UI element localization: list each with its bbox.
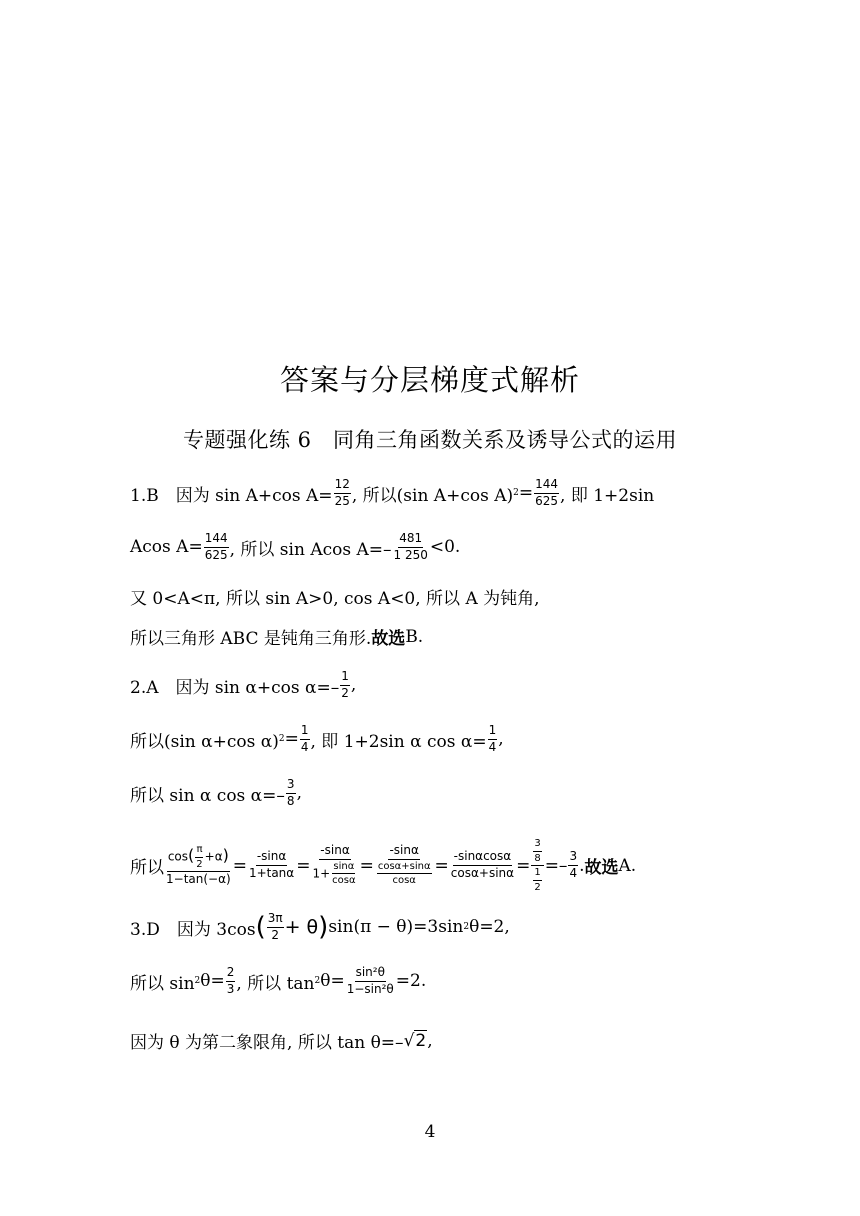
paren: )	[222, 845, 229, 865]
fraction-denominator	[531, 866, 543, 893]
fraction-denominator: 1 250	[393, 547, 428, 562]
fraction	[331, 861, 356, 887]
text-run: 又 0<A<π, 所以 sin A>0, cos A<0, 所以 A 为钝角,	[130, 589, 540, 609]
problem-3-line-3	[130, 1028, 433, 1053]
fraction-numerator: 144	[204, 532, 229, 548]
superscript: 2	[463, 922, 470, 933]
text-run: 3.D 因为 3cos	[130, 919, 256, 940]
paren: )	[318, 912, 329, 943]
fraction	[533, 838, 541, 864]
equals-sign: =	[296, 855, 311, 876]
fraction	[195, 844, 203, 870]
fraction-denominator: 3	[226, 981, 235, 996]
equals-sign: =	[516, 855, 531, 876]
fraction	[204, 532, 229, 563]
fraction	[375, 844, 434, 887]
fraction-numerator: 3	[533, 838, 541, 852]
fraction-denominator: 25	[334, 493, 350, 508]
text-run: 1+	[312, 866, 331, 881]
text-run: ,	[350, 675, 357, 696]
fraction-numerator: 1	[533, 867, 541, 881]
fraction	[393, 532, 429, 563]
fraction-numerator: -sinα	[388, 844, 419, 860]
problem-2-line-4	[130, 838, 636, 893]
text-run: =	[518, 483, 534, 504]
text-run: sin(π − θ)=3sin	[328, 917, 464, 938]
fraction	[340, 670, 350, 701]
text-run: θ=2,	[469, 917, 510, 938]
text-run: 所以	[130, 858, 164, 878]
text-run: 2.A 因为 sin α+cos α=–	[130, 677, 340, 698]
text-run: 所以三角形 ABC 是钝角三角形.	[130, 629, 372, 649]
fraction-numerator: -sinα	[256, 850, 287, 866]
problem-1-line-3	[130, 584, 540, 609]
text-run: 所以 sin	[130, 973, 195, 994]
fraction-denominator: cosα	[332, 875, 356, 887]
fraction-numerator	[167, 844, 230, 872]
text-run: , 即 1+2sin α cos α=	[310, 731, 487, 752]
fraction-numerator: 1	[488, 724, 498, 740]
fraction	[267, 912, 284, 943]
fraction-denominator: 1+tanα	[248, 866, 295, 880]
text-run: θ=	[320, 971, 345, 992]
text-run: =	[284, 729, 299, 750]
fraction	[334, 478, 351, 509]
section-subtitle: 专题强化练 6 同角三角函数关系及诱导公式的运用	[182, 428, 678, 452]
answer-label: 故选	[371, 629, 406, 649]
fraction-denominator: 8	[286, 793, 295, 808]
fraction-denominator: cosα	[392, 875, 416, 887]
text-run: 1.B 因为 sin A+cos A=	[130, 485, 333, 506]
text-run: A.	[618, 855, 637, 876]
text-run: ,	[296, 783, 302, 804]
paren: (	[188, 845, 195, 865]
fraction-numerator: sin²θ	[355, 966, 386, 982]
fraction-denominator: 4	[488, 739, 497, 754]
text-run: , 所以 tan	[236, 973, 315, 994]
fraction-denominator: cosα+sinα	[450, 866, 515, 880]
paren: (	[255, 912, 266, 943]
fraction-numerator: 1	[300, 724, 310, 740]
fraction-numerator: 3	[568, 850, 578, 866]
fraction	[533, 867, 541, 893]
problem-2-line-3	[130, 778, 302, 809]
text-run: 因为 θ 为第二象限角, 所以 tan θ=–	[130, 1033, 404, 1053]
fraction-numerator: 481	[398, 532, 423, 548]
fraction-numerator: 144	[534, 478, 559, 494]
superscript: 2	[278, 734, 285, 745]
text-run: +α	[204, 849, 223, 864]
fraction	[346, 966, 395, 997]
fraction	[568, 850, 578, 881]
text-run: + θ	[284, 916, 319, 939]
fraction-numerator: 2	[226, 966, 236, 982]
square-root	[404, 1031, 428, 1051]
superscript: 2	[314, 976, 321, 987]
text-run: cos	[167, 849, 189, 864]
fraction-denominator: 625	[204, 547, 228, 562]
problem-3-line-1	[130, 912, 510, 943]
text-run: =2.	[395, 971, 427, 992]
fraction-numerator	[531, 838, 543, 866]
page-number: 4	[424, 1122, 436, 1142]
fraction-denominator: 4	[569, 866, 578, 880]
fraction-denominator: 1−sin²θ	[346, 981, 394, 996]
text-run: θ=	[200, 971, 225, 992]
equals-sign: =	[232, 855, 247, 876]
radicand: 2	[415, 1030, 427, 1051]
problem-2-line-2	[130, 724, 504, 755]
fraction-denominator: 2	[271, 927, 279, 942]
fraction-denominator: 2	[341, 685, 349, 700]
fraction-denominator	[375, 860, 434, 887]
fraction-denominator	[311, 860, 358, 887]
text-run: , 所以 sin Acos A=–	[229, 539, 392, 560]
equals-sign: =	[434, 855, 449, 876]
text-run: =–	[544, 855, 568, 876]
page-title: 答案与分层梯度式解析	[279, 363, 580, 397]
fraction	[311, 844, 358, 887]
fraction	[450, 850, 515, 881]
equals-sign: =	[359, 855, 374, 876]
fraction-denominator: 4	[300, 739, 309, 754]
problem-3-line-2	[130, 966, 426, 997]
text-run: 所以(sin α+cos α)	[130, 731, 279, 752]
fraction-denominator: 8	[534, 852, 541, 864]
text-run: , 所以(sin A+cos A)	[351, 485, 514, 506]
fraction	[248, 850, 295, 881]
text-run: B.	[405, 626, 424, 647]
problem-2-line-1	[130, 670, 356, 701]
fraction-denominator: 2	[196, 858, 203, 870]
radical-sign: √	[403, 1030, 415, 1051]
fraction-numerator: sinα	[332, 861, 355, 875]
fraction-denominator: 2	[534, 881, 541, 893]
text-run: ,	[498, 729, 504, 750]
fraction-denominator: 625	[535, 493, 559, 508]
fraction-numerator: -sinα	[319, 844, 350, 860]
fraction-numerator: π	[195, 844, 203, 858]
fraction	[534, 478, 559, 509]
problem-1-line-4	[130, 624, 423, 649]
text-run: .	[579, 855, 585, 876]
fraction	[226, 966, 236, 997]
text-run: <0.	[429, 537, 461, 558]
text-run: Acos A=	[130, 537, 203, 558]
fraction-numerator: 3π	[267, 912, 284, 928]
fraction	[531, 838, 543, 893]
fraction-numerator: 12	[334, 478, 351, 494]
problem-1-line-2	[130, 532, 460, 563]
text-run: , 即 1+2sin	[560, 485, 655, 506]
text-run: ,	[427, 1030, 433, 1051]
fraction-numerator: 3	[286, 778, 296, 794]
fraction	[300, 724, 310, 755]
fraction	[286, 778, 296, 809]
fraction-numerator: 1	[340, 670, 350, 686]
fraction-numerator: -sinαcosα	[453, 850, 513, 866]
fraction-numerator: cosα+sinα	[377, 861, 432, 875]
answer-label: 故选	[584, 858, 619, 878]
problem-1-line-1	[130, 478, 654, 509]
fraction-denominator: 1−tan(−α)	[166, 872, 231, 887]
fraction	[377, 861, 432, 887]
superscript: 2	[194, 976, 201, 987]
text-run: 所以 sin α cos α=–	[130, 785, 285, 806]
superscript: 2	[513, 488, 519, 499]
fraction	[488, 724, 498, 755]
fraction	[165, 844, 232, 887]
